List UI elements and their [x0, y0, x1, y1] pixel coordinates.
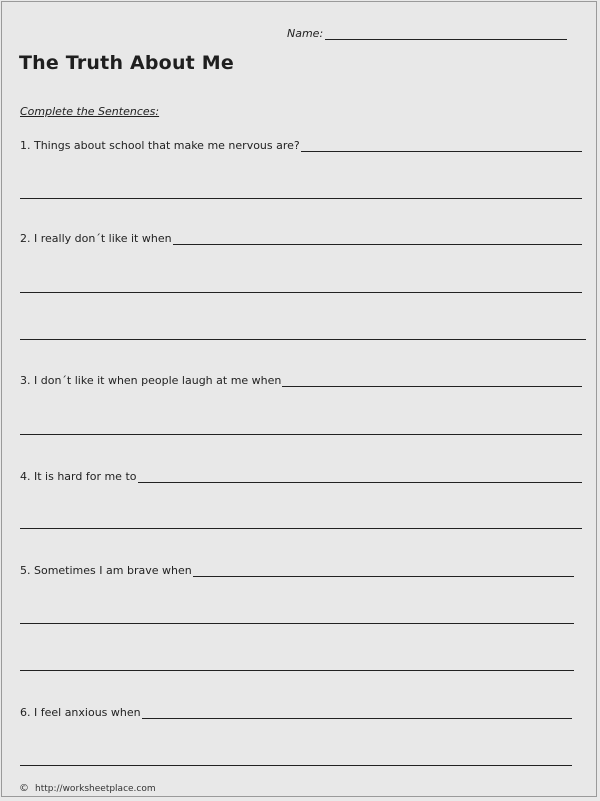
question-1-text: 1. Things about school that make me nervous are? [20, 139, 300, 152]
answer-line[interactable] [20, 528, 582, 529]
question-5-text: 5. Sometimes I am brave when [20, 564, 192, 577]
name-label: Name: [287, 27, 324, 40]
question-3-text: 3. I don´t like it when people laugh at me when [20, 374, 282, 387]
page-title: The Truth About Me [19, 52, 234, 74]
question-1 [20, 138, 582, 152]
answer-line[interactable] [20, 623, 574, 624]
question-2-blank[interactable] [173, 234, 582, 245]
name-blank-line[interactable] [325, 28, 567, 40]
question-2 [20, 231, 582, 245]
question-2-text: 2. I really don´t like it when [20, 232, 172, 245]
instructions-heading: Complete the Sentences: [20, 105, 160, 118]
question-5-blank[interactable] [193, 566, 574, 577]
question-6-text: 6. I feel anxious when [20, 706, 141, 719]
question-3 [20, 373, 582, 387]
question-6-blank[interactable] [142, 708, 572, 719]
footer [19, 783, 156, 794]
answer-line[interactable] [20, 339, 586, 340]
footer-url[interactable]: http://worksheetplace.com [35, 783, 156, 794]
answer-line[interactable] [20, 765, 572, 766]
copyright-icon: © [19, 783, 29, 794]
question-4 [20, 469, 582, 483]
question-6 [20, 705, 572, 719]
question-4-text: 4. It is hard for me to [20, 470, 137, 483]
answer-line[interactable] [20, 198, 582, 199]
question-1-blank[interactable] [301, 141, 582, 152]
name-field-row [287, 24, 567, 40]
answer-line[interactable] [20, 670, 574, 671]
worksheet-page [1, 1, 597, 797]
answer-line[interactable] [20, 292, 582, 293]
question-3-blank[interactable] [282, 376, 582, 387]
answer-line[interactable] [20, 434, 582, 435]
question-4-blank[interactable] [138, 472, 583, 483]
question-5 [20, 563, 574, 577]
